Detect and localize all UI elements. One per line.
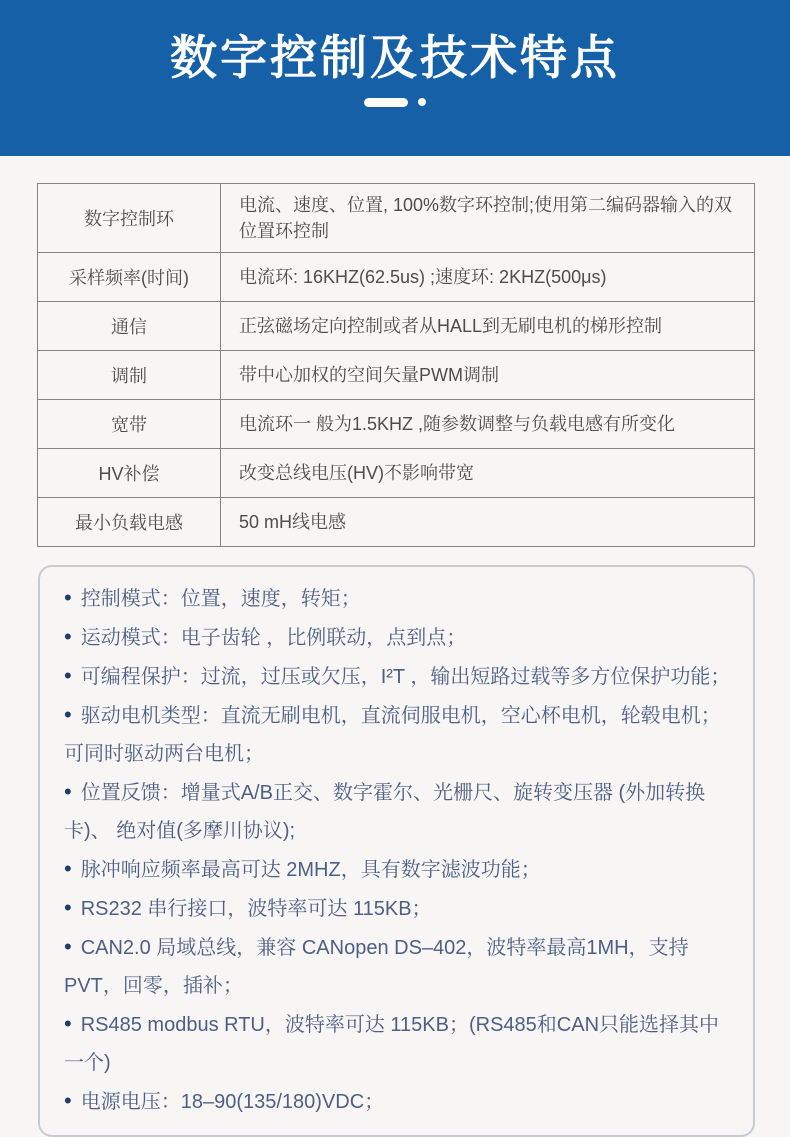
- spec-value: 电流环: 16KHZ(62.5us) ;速度环: 2KHZ(500μs): [221, 253, 755, 302]
- bullet-icon: •: [64, 663, 72, 688]
- feature-item: [64, 618, 731, 657]
- bullet-icon: •: [64, 779, 72, 804]
- features-box: [38, 565, 755, 1137]
- feature-text: 运动模式：电子齿轮 ，比例联动，点到点；: [80, 627, 467, 649]
- feature-item: [64, 1005, 731, 1082]
- bullet-icon: •: [64, 895, 72, 920]
- feature-text: 驱动电机类型：直流无刷电机，直流伺服电机，空心杯电机，轮毂电机；可同时驱动两台电机；: [64, 705, 721, 765]
- bullet-icon: •: [64, 856, 72, 881]
- feature-text: 电源电压：18–90(135/180)VDC；: [80, 1091, 385, 1113]
- feature-text: 控制模式：位置，速度，转矩；: [80, 588, 361, 610]
- spec-value: 电流、速度、位置, 100%数字环控制;使用第二编码器输入的双位置环控制: [221, 184, 755, 253]
- spec-value: 正弦磁场定向控制或者从HALL到无刷电机的梯形控制: [221, 302, 755, 351]
- bullet-icon: •: [64, 1088, 72, 1113]
- page-title: 数字控制及技术特点: [170, 31, 620, 84]
- underline-bar: [364, 98, 408, 107]
- feature-text: 可编程保护：过流，过压或欠压，I²T ，输出短路过载等多方位保护功能；: [80, 666, 731, 688]
- spec-label: 数字控制环: [38, 184, 221, 253]
- underline-dot: [418, 98, 426, 106]
- table-row: [38, 253, 755, 302]
- spec-label: 宽带: [38, 400, 221, 449]
- table-row: [38, 400, 755, 449]
- bullet-icon: •: [64, 702, 72, 727]
- table-row: [38, 302, 755, 351]
- feature-text: 位置反馈：增量式A/B正交、数字霍尔、光栅尺、旋转变压器 (外加转换卡)、 绝对值(多摩川协议);: [64, 782, 706, 842]
- feature-item: [64, 657, 731, 696]
- bullet-icon: •: [64, 585, 72, 610]
- feature-item: [64, 850, 731, 889]
- spec-value: 电流环一 般为1.5KHZ ,随参数调整与负载电感有所变化: [221, 400, 755, 449]
- spec-label: HV补偿: [38, 449, 221, 498]
- feature-text: 脉冲响应频率最高可达 2MHZ，具有数字滤波功能；: [80, 859, 541, 881]
- header-banner: [0, 0, 790, 156]
- feature-text: RS485 modbus RTU，波特率可达 115KB；(RS485和CAN只能选择其中一个): [64, 1014, 720, 1074]
- feature-item: [64, 579, 731, 618]
- bullet-icon: •: [64, 934, 72, 959]
- spec-value: 带中心加权的空间矢量PWM调制: [221, 351, 755, 400]
- feature-text: CAN2.0 局域总线，兼容 CANopen DS–402，波特率最高1MH，支持PVT，回零，插补；: [64, 937, 689, 997]
- feature-item: [64, 773, 731, 850]
- feature-text: RS232 串行接口，波特率可达 115KB；: [80, 898, 432, 920]
- feature-item: [64, 696, 731, 773]
- bullet-icon: •: [64, 1011, 72, 1036]
- feature-item: [64, 928, 731, 1005]
- spec-label: 最小负载电感: [38, 498, 221, 547]
- table-row: [38, 351, 755, 400]
- spec-label: 调制: [38, 351, 221, 400]
- bullet-icon: •: [64, 624, 72, 649]
- feature-item: [64, 889, 731, 928]
- table-row: [38, 184, 755, 253]
- feature-item: [64, 1082, 731, 1121]
- spec-table: [37, 183, 755, 547]
- spec-label: 采样频率(时间): [38, 253, 221, 302]
- spec-value: 50 mH线电感: [221, 498, 755, 547]
- table-row: [38, 498, 755, 547]
- spec-label: 通信: [38, 302, 221, 351]
- table-row: [38, 449, 755, 498]
- spec-value: 改变总线电压(HV)不影响带宽: [221, 449, 755, 498]
- title-underline-decoration: [0, 98, 790, 107]
